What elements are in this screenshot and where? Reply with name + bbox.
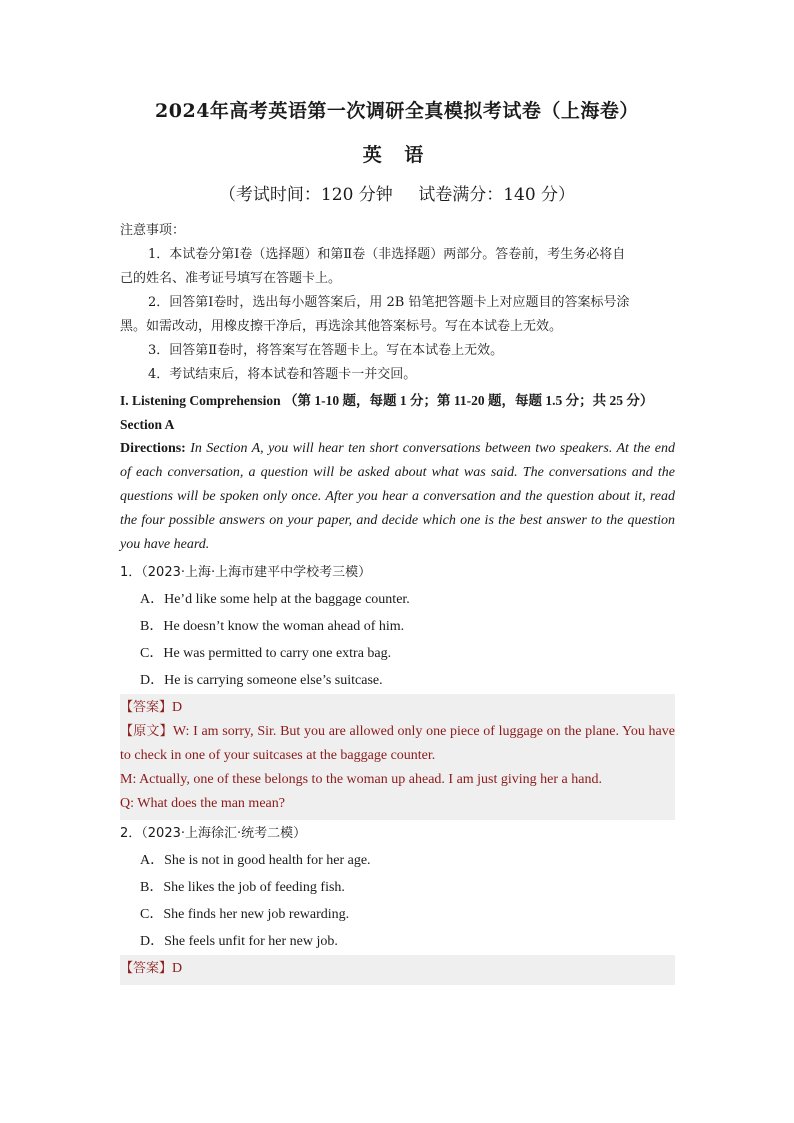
exam-meta (0, 180, 794, 205)
question-stem: 2．（2023·上海徐汇·统考二模） (120, 826, 307, 841)
note-line: 黑。如需改动，用橡皮擦干净后，再选涂其他答案标号。写在本试卷上无效。 (120, 319, 563, 334)
note-line: 1．本试卷分第Ⅰ卷（选择题）和第Ⅱ卷（非选择题）两部分。答卷前，考生务必将自 (148, 247, 626, 262)
notes-section (120, 219, 675, 985)
option-d: D．He is carrying someone else’s suitcase. (140, 673, 383, 688)
question-2 (120, 820, 675, 985)
option-b: B．He doesn’t know the woman ahead of him. (140, 619, 405, 634)
answer-line (120, 957, 675, 981)
exam-time: （考试时间：120 分钟 (218, 185, 393, 205)
script-tag: 【原文】 (120, 724, 173, 739)
script-line: Q: What does the man mean? (120, 796, 285, 811)
note-line: 2．回答第Ⅰ卷时，选出每小题答案后，用 2B 铅笔把答题卡上对应题目的答案标号涂 (148, 295, 630, 310)
note-line: 3．回答第Ⅱ卷时，将答案写在答题卡上。写在本试卷上无效。 (148, 343, 504, 358)
answer-line (120, 696, 675, 720)
answer-tag: 【答案】 (120, 700, 173, 715)
option-a: A．She is not in good health for her age. (140, 853, 371, 868)
answer-tag: 【答案】 (120, 961, 173, 976)
subject-title: 英 语 (362, 144, 432, 166)
question-1 (120, 559, 675, 820)
answer-value: D (172, 700, 183, 715)
exam-title: 2024年高考英语第一次调研全真模拟考试卷（上海卷） (155, 100, 639, 122)
option-c: C．He was permitted to carry one extra bag. (140, 646, 392, 661)
option-d: D．She feels unfit for her new job. (140, 934, 338, 949)
option-c: C．She finds her new job rewarding. (140, 907, 350, 922)
script-line: M: Actually, one of these belongs to the woman up ahead. I am just giving her a hand. (120, 772, 602, 787)
directions-text: In Section A, you will hear ten short conversations between two speakers. At the end of each conversation, a question will be asked about what was said. The conversations and the questions will be spoken only once. After you hear a conversation and the question about it, read the four possible answers on your paper, and decide which one is the best answer to the question you have heard. (120, 441, 675, 552)
option-a: A．He’d like some help at the baggage counter. (140, 592, 410, 607)
section-sub-heading: Section A (120, 417, 175, 432)
script-line (120, 720, 675, 768)
exam-score: 试卷满分：140 分） (418, 185, 576, 205)
directions-label: Directions: (120, 441, 186, 456)
script-text: W: I am sorry, Sir. But you are allowed only one piece of luggage on the plane. You have to check in one of your suitcases at the baggage counter. (120, 724, 675, 763)
answer-value: D (172, 961, 183, 976)
note-line: 4．考试结束后，将本试卷和答题卡一并交回。 (148, 367, 417, 382)
question-stem: 1．（2023·上海·上海市建平中学校考三模） (120, 565, 372, 580)
note-line: 己的姓名、准考证号填写在答题卡上。 (120, 271, 342, 286)
option-b: B．She likes the job of feeding fish. (140, 880, 345, 895)
directions (120, 437, 675, 557)
answer-box (120, 694, 675, 820)
notes-heading: 注意事项： (120, 223, 186, 238)
answer-box (120, 955, 675, 985)
section-heading: I. Listening Comprehension （第 1-10 题，每题 1 分；第 11-20 题，每题 1.5 分；共 25 分） (120, 393, 654, 408)
